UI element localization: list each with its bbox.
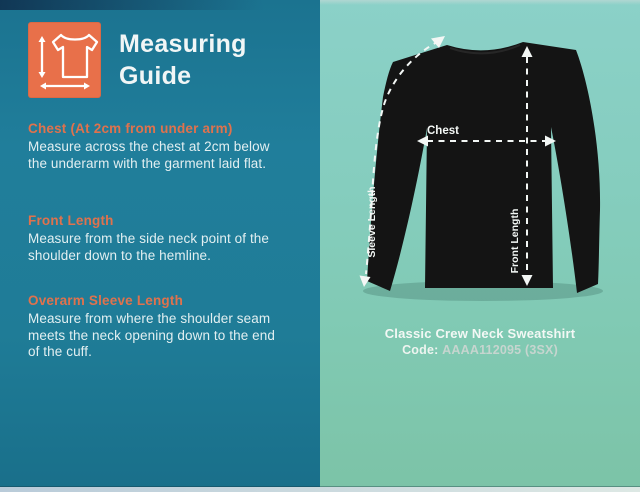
diagram-panel: [320, 0, 640, 492]
product-code: [320, 343, 640, 357]
product-code-value: AAAA112095 (3SX): [442, 343, 558, 357]
product-caption: [320, 326, 640, 357]
section-front-length-line: shoulder down to the hemline.: [28, 247, 212, 263]
section-chest-line: Measure across the chest at 2cm below: [28, 139, 270, 154]
page-title-line2: Guide: [119, 62, 192, 90]
section-sleeve-length-heading: Overarm Sleeve Length: [28, 293, 184, 308]
front-length-label: Front Length: [509, 208, 521, 274]
chest-label: Chest: [427, 125, 459, 137]
section-sleeve-length-line: meets the neck opening down to the end: [28, 327, 275, 343]
section-front-length-line: Measure from the side neck point of the: [28, 231, 270, 246]
page-title: [119, 28, 247, 92]
product-code-label: Code:: [402, 343, 439, 357]
section-chest-line: the underarm with the garment laid flat.: [28, 155, 267, 171]
section-front-length-heading: Front Length: [28, 213, 114, 228]
sweatshirt-diagram: [320, 0, 640, 492]
guide-header: [28, 22, 247, 98]
page-title-line1: Measuring: [119, 30, 247, 58]
section-sleeve-length: [28, 293, 275, 361]
arrowhead-sleeve-top: [431, 36, 445, 48]
section-chest: [28, 121, 270, 172]
product-name: Classic Crew Neck Sweatshirt: [384, 326, 576, 341]
sweatshirt-silhouette: [367, 42, 600, 293]
tshirt-measure-icon: [28, 22, 101, 98]
sleeve-length-label: Sleeve Length: [366, 186, 378, 258]
section-front-length: [28, 213, 269, 264]
section-chest-heading: Chest (At 2cm from under arm): [28, 121, 233, 136]
section-sleeve-length-line: of the cuff.: [28, 344, 92, 360]
section-sleeve-length-line: Measure from where the shoulder seam: [28, 311, 271, 326]
